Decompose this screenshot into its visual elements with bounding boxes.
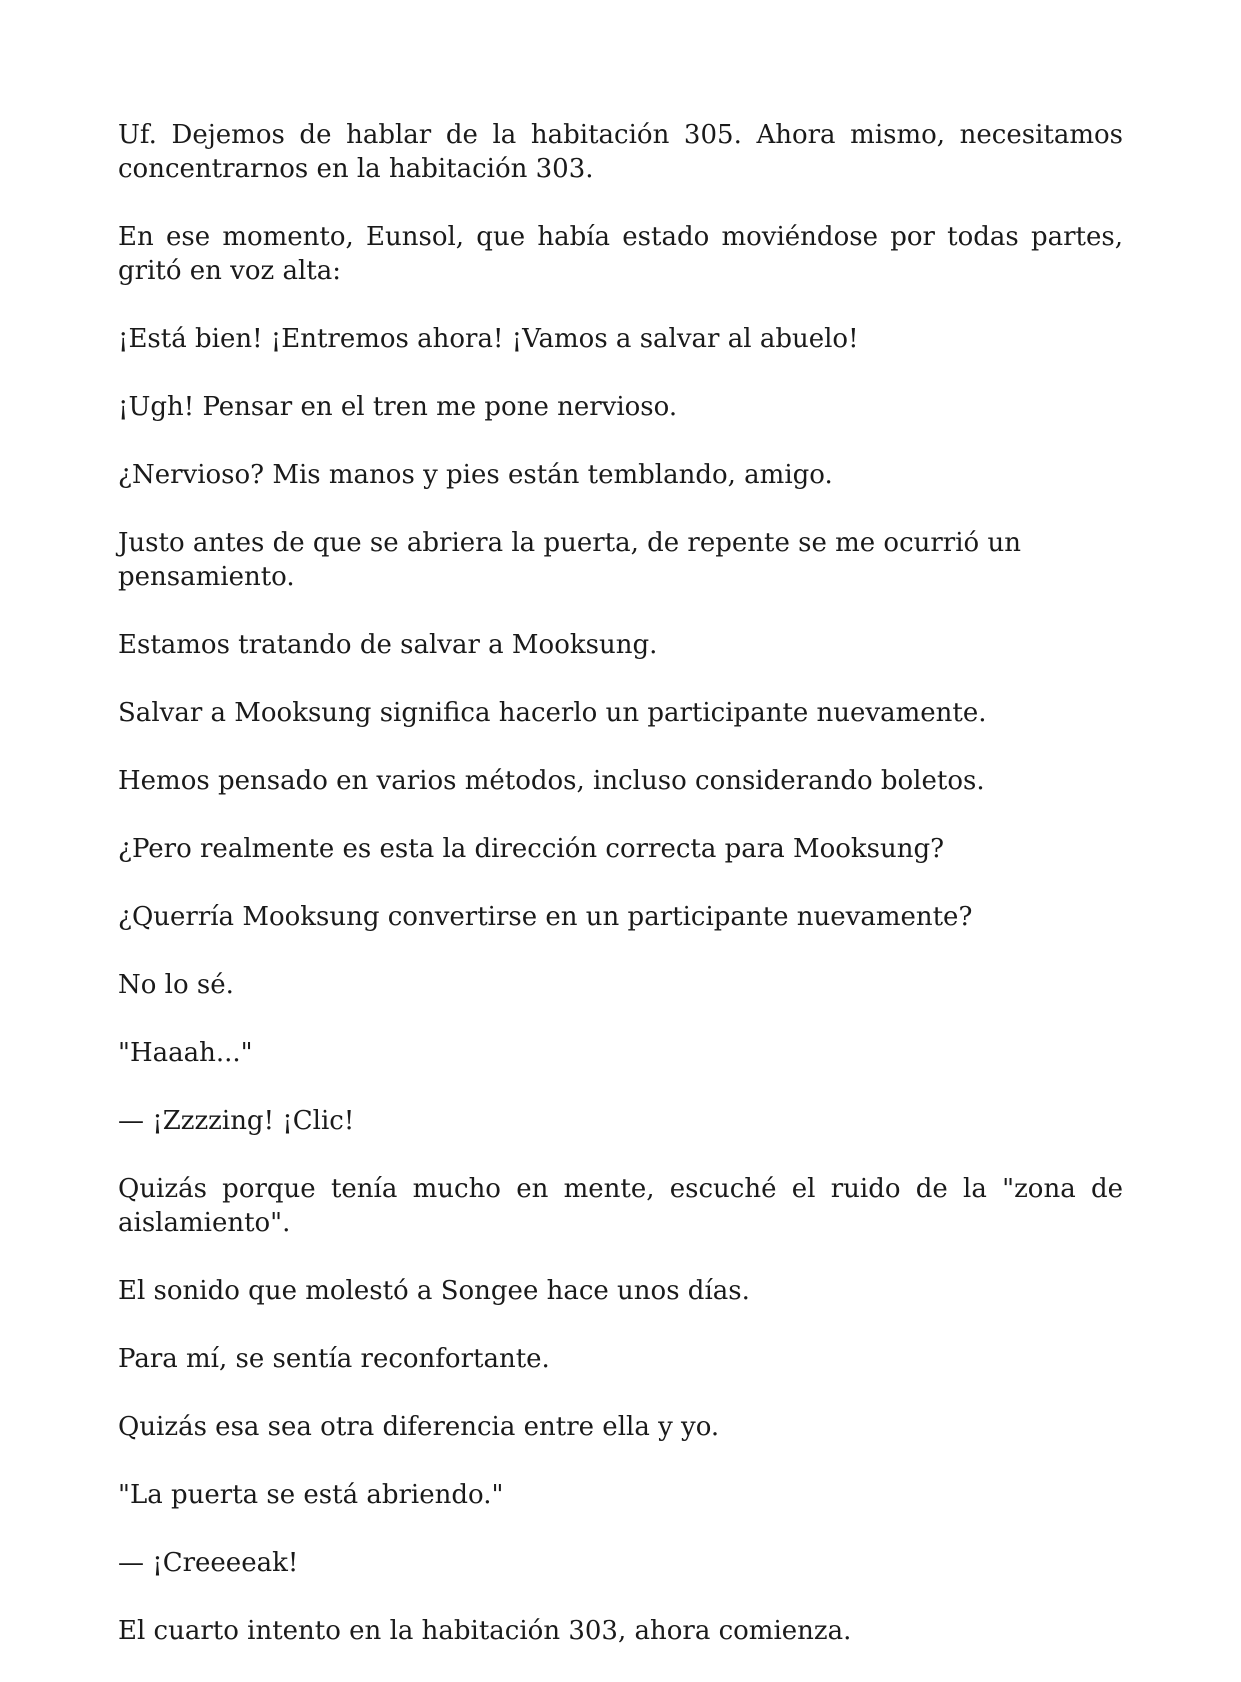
paragraph: No lo sé. [118, 970, 234, 1000]
paragraph: ¿Querría Mooksung convertirse en un participante nuevamente? [118, 902, 973, 932]
paragraph: Hemos pensado en varios métodos, incluso considerando boletos. [118, 766, 985, 796]
paragraph: Quizás porque tenía mucho en mente, escuché el ruido de la "zona de aislamiento". [118, 1174, 1123, 1238]
paragraph: En ese momento, Eunsol, que había estado moviéndose por todas partes, gritó en voz alta: [118, 222, 1123, 286]
paragraph: El cuarto intento en la habitación 303, ahora comienza. [118, 1616, 852, 1646]
paragraph: "La puerta se está abriendo." [118, 1480, 504, 1510]
paragraph: "Haaah..." [118, 1038, 253, 1068]
paragraph: El sonido que molestó a Songee hace unos días. [118, 1276, 750, 1306]
paragraph: Estamos tratando de salvar a Mooksung. [118, 630, 658, 660]
paragraph: ¡Está bien! ¡Entremos ahora! ¡Vamos a salvar al abuelo! [118, 324, 859, 354]
paragraph: — ¡Zzzzing! ¡Clic! [118, 1106, 355, 1136]
paragraph: Uf. Dejemos de hablar de la habitación 305. Ahora mismo, necesitamos concentrarnos en la habitación 303. [118, 120, 1123, 184]
paragraph: Salvar a Mooksung significa hacerlo un participante nuevamente. [118, 698, 987, 728]
paragraph: Quizás esa sea otra diferencia entre ella y yo. [118, 1412, 720, 1442]
paragraph: ¡Ugh! Pensar en el tren me pone nervioso. [118, 392, 678, 422]
paragraph: — ¡Creeeeak! [118, 1548, 299, 1578]
body-text [118, 118, 1123, 1682]
paragraph: ¿Pero realmente es esta la dirección correcta para Mooksung? [118, 834, 945, 864]
paragraph: ¿Nervioso? Mis manos y pies están temblando, amigo. [118, 460, 833, 490]
paragraph: Para mí, se sentía reconfortante. [118, 1344, 550, 1374]
paragraph: Justo antes de que se abriera la puerta, de repente se me ocurrió un pensamiento. [118, 528, 1021, 592]
